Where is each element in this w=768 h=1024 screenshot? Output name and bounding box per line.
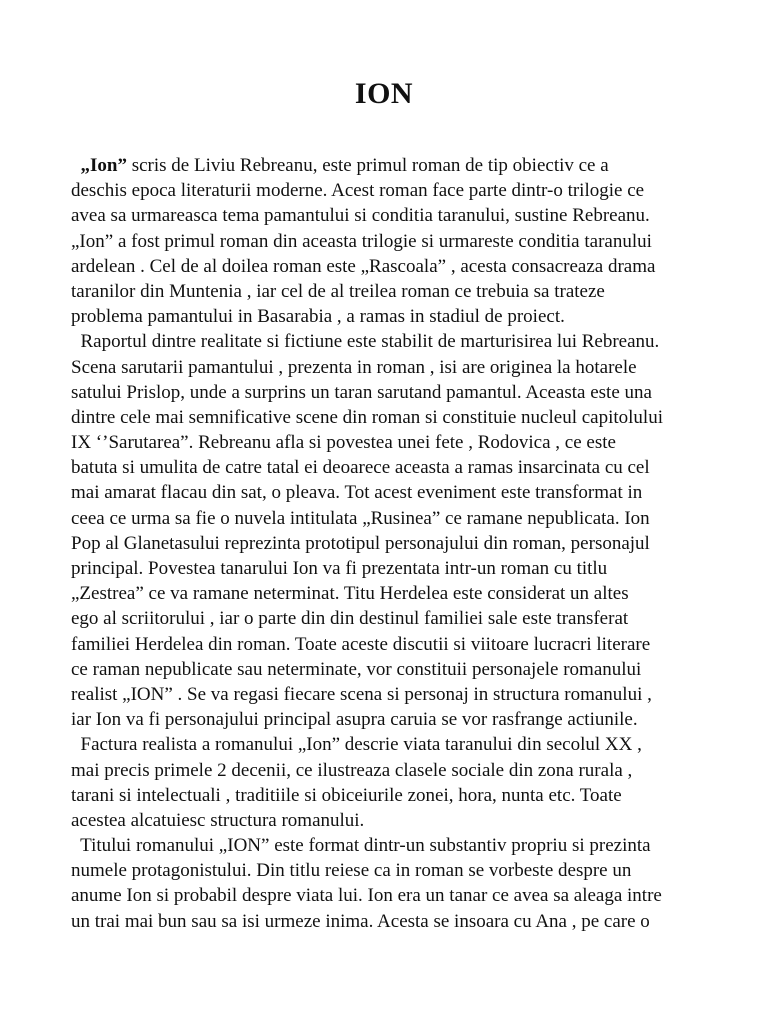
paragraph-line: [71, 153, 701, 178]
paragraph-line: numele protagonistului. Din titlu reiese ca in roman se vorbeste despre un: [71, 860, 632, 882]
paragraph-line: satului Prislop, unde a surprins un taran sarutand pamantul. Aceasta este una: [71, 381, 652, 403]
paragraph-line: mai precis primele 2 decenii, ce ilustreaza clasele sociale din zona rurala ,: [71, 759, 633, 781]
paragraph-line: taranilor din Muntenia , iar cel de al treilea roman ce trebuia sa trateze: [71, 280, 605, 302]
paragraph-line: principal. Povestea tanarului Ion va fi prezentata intr-un roman cu titlu: [71, 558, 608, 579]
paragraph-line: Scena sarutarii pamantului , prezenta in roman , isi are originea la hotarele: [71, 356, 637, 378]
paragraph-line: deschis epoca literaturii moderne. Acest roman face parte dintr-o trilogie ce: [71, 180, 645, 202]
page-title: ION: [354, 77, 414, 110]
paragraph-line: mai amarat flacau din sat, o pleava. Tot acest eveniment este transformat in: [71, 482, 643, 504]
paragraph-line: anume Ion si probabil despre viata lui. Ion era un tanar ce avea sa aleaga intre: [71, 885, 662, 907]
paragraph-line: acestea alcatuiesc structura romanului.: [71, 809, 365, 831]
paragraph-line: familiei Herdelea din roman. Toate aceste discutii si viitoare lucracri literare: [71, 633, 651, 655]
paragraph-line: ce raman nepublicate sau neterminate, vor constituii personajele romanului: [71, 658, 642, 680]
paragraph-line: iar Ion va fi personajului principal asupra caruia se vor rasfrange actiunile.: [71, 709, 638, 731]
bold-novel-title: „Ion”: [80, 155, 127, 176]
paragraph-line: dintre cele mai semnificative scene din roman si constituie nucleul capitolului: [71, 406, 663, 428]
paragraph-line: ardelean . Cel de al doilea roman este „Rascoala” , acesta consacreaza drama: [71, 255, 656, 277]
paragraph-line: ego al scriitorului , iar o parte din din destinul familiei sale este transferat: [71, 608, 629, 630]
paragraph-line: „Ion” a fost primul roman din aceasta trilogie si urmareste conditia taranului: [71, 230, 652, 252]
paragraph-line: Raportul dintre realitate si fictiune este stabilit de marturisirea lui Rebreanu.: [71, 331, 660, 353]
paragraph-line: problema pamantului in Basarabia , a ramas in stadiul de proiect.: [71, 306, 565, 328]
paragraph-line: IX ‘’Sarutarea”. Rebreanu afla si povestea unei fete , Rodovica , ce este: [71, 432, 616, 454]
paragraph-line: „Zestrea” ce va ramane neterminat. Titu Herdelea este considerat un altes: [71, 583, 629, 605]
line-text: scris de Liviu Rebreanu, este primul roman de tip obiectiv ce a: [126, 155, 609, 176]
document-body: [71, 153, 701, 934]
paragraph-line: Factura realista a romanului „Ion” descrie viata taranului din secolul XX ,: [71, 734, 642, 756]
paragraph-line: Pop al Glanetasului reprezinta prototipul personajului din roman, personajul: [71, 532, 650, 554]
paragraph-line: realist „ION” . Se va regasi fiecare scena si personaj in structura romanului ,: [71, 683, 652, 705]
paragraph-line: Titului romanului „ION” este format dintr-un substantiv propriu si prezinta: [71, 835, 651, 857]
paragraph-line: batuta si umulita de catre tatal ei deoarece aceasta a ramas insarcinata cu cel: [71, 457, 650, 479]
paragraph-line: ceea ce urma sa fie o nuvela intitulata „Rusinea” ce ramane nepublicata. Ion: [71, 507, 650, 529]
paragraph-line: un trai mai bun sau sa isi urmeze inima. Acesta se insoara cu Ana , pe care o: [71, 910, 650, 932]
paragraph-line: avea sa urmareasca tema pamantului si conditia taranului, sustine Rebreanu.: [71, 205, 650, 227]
paragraph-line: tarani si intelectuali , traditiile si obiceiurile zonei, hora, nunta etc. Toate: [71, 784, 622, 806]
